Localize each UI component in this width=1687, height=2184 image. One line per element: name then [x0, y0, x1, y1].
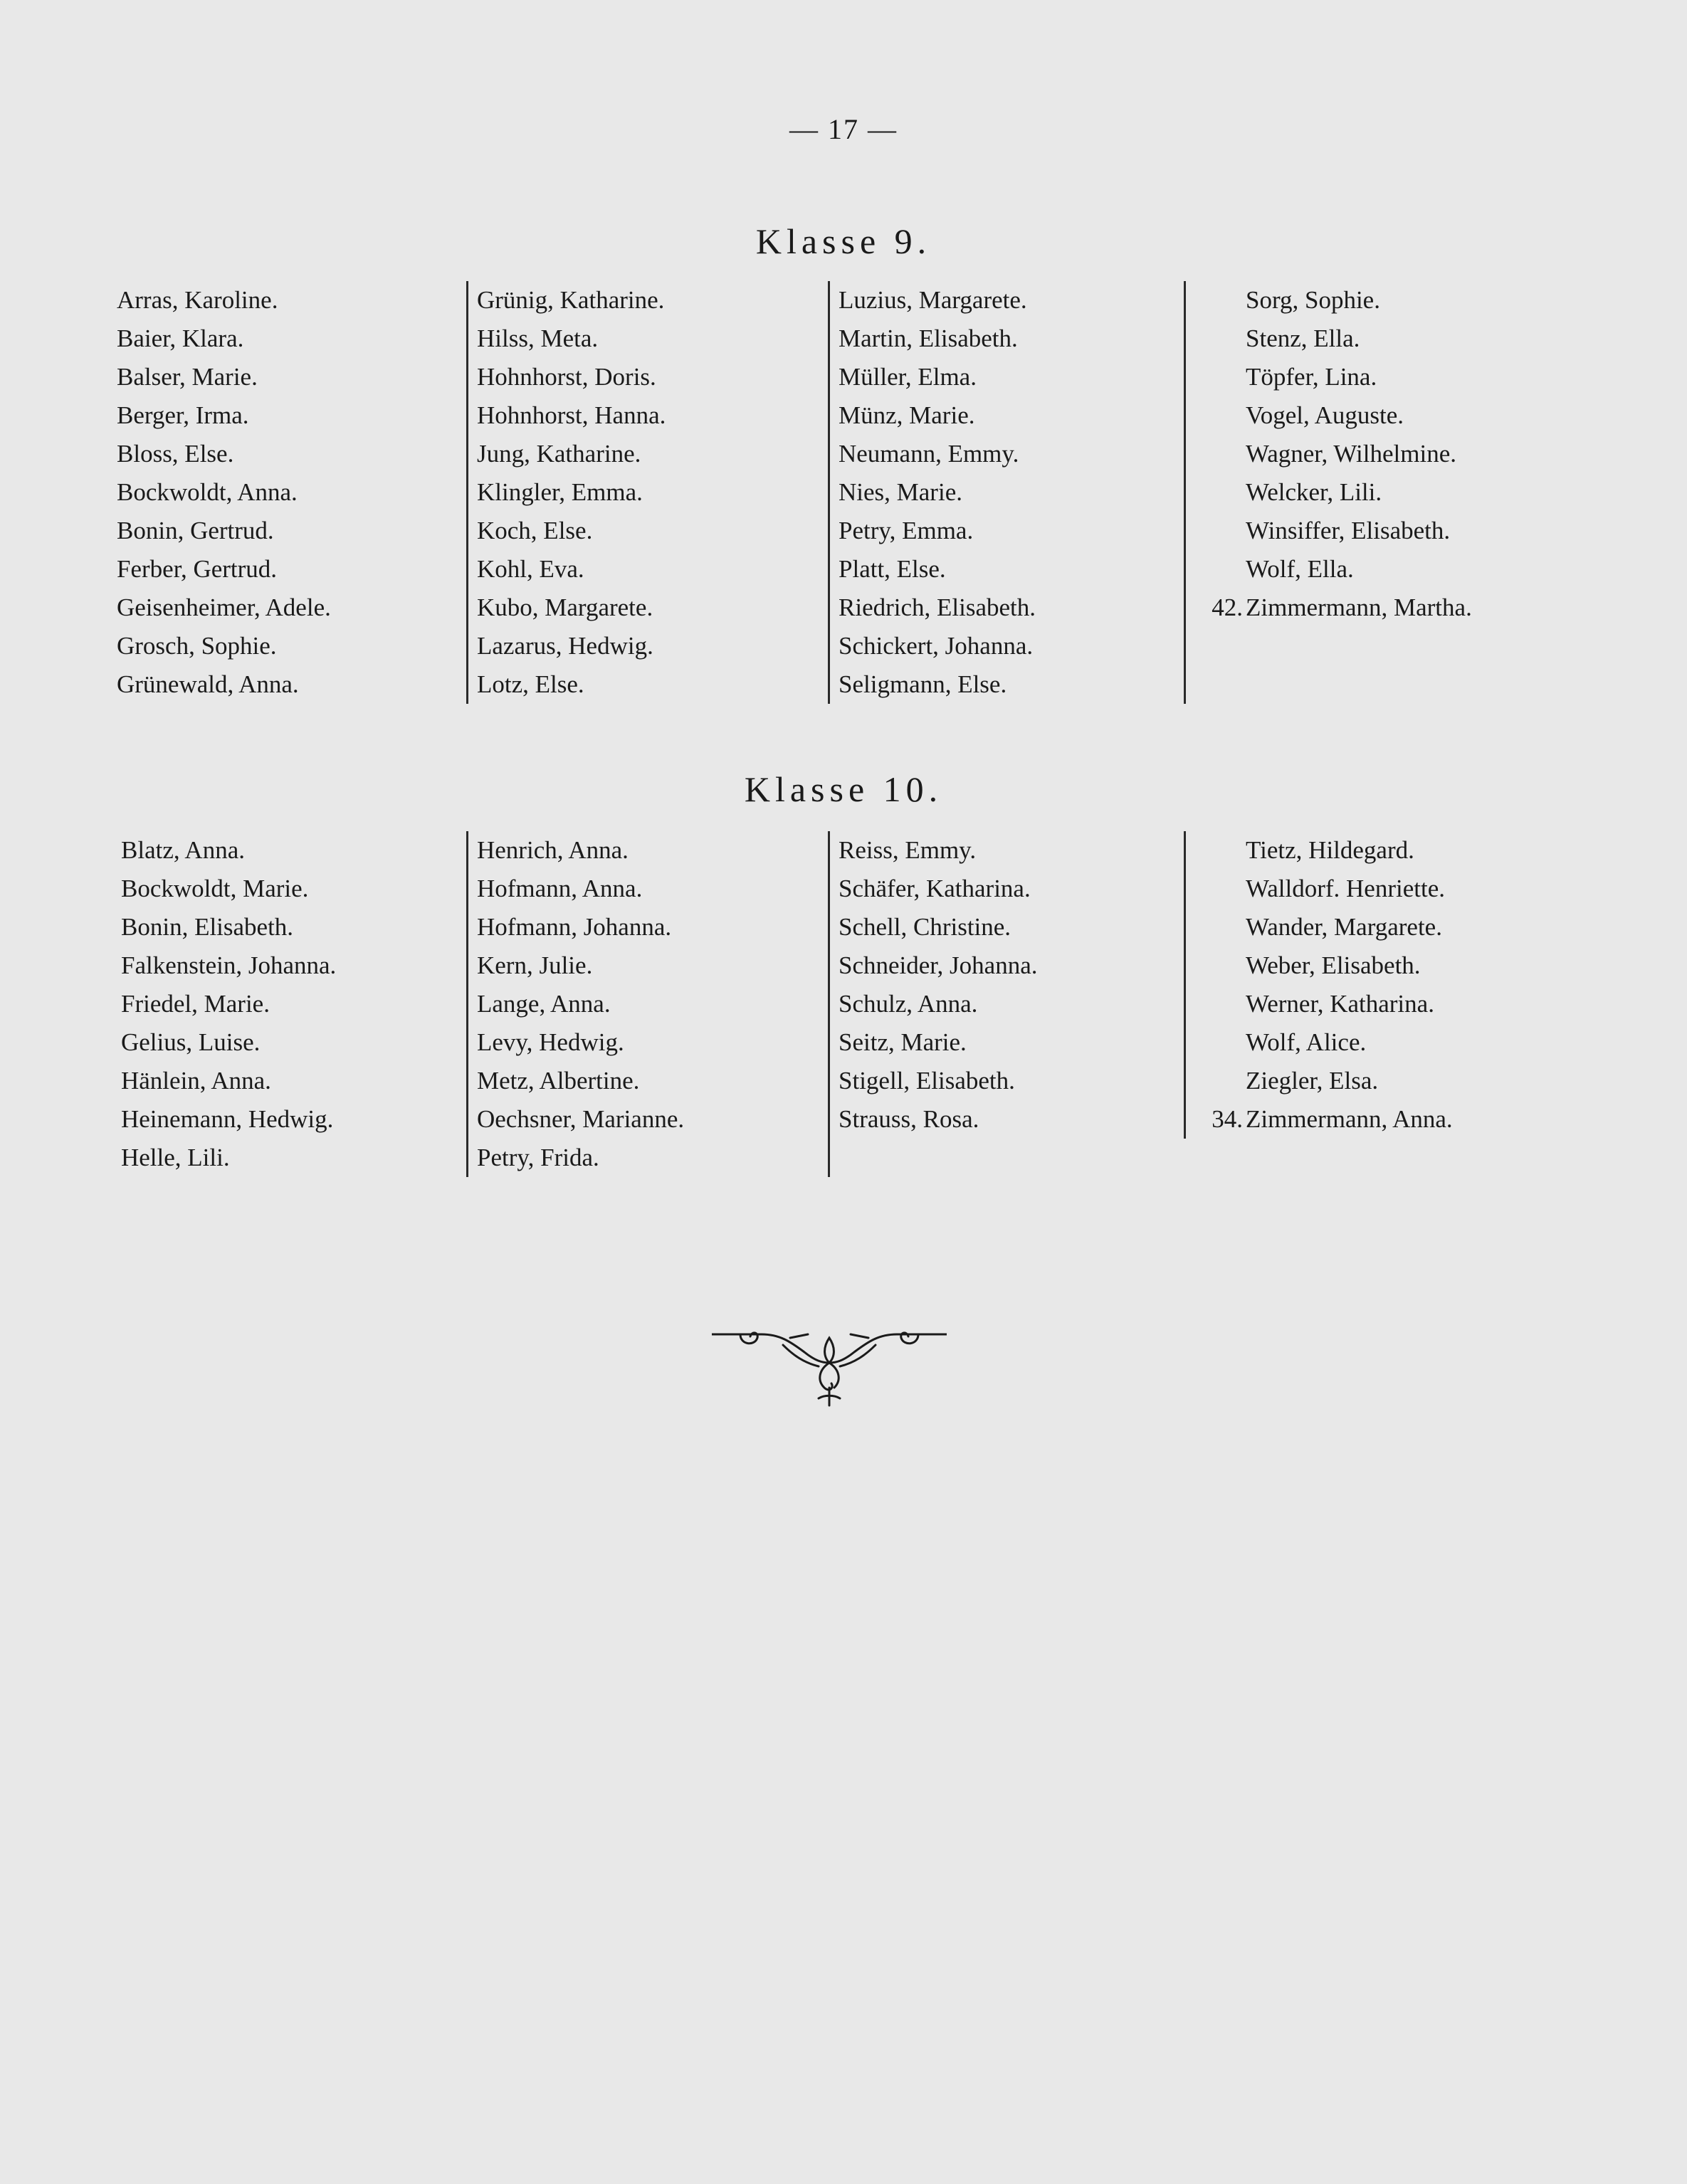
student-name: Ziegler, Elsa. — [1246, 1067, 1379, 1094]
student-name: Klingler, Emma. — [477, 478, 643, 506]
student-name: Ferber, Gertrud. — [117, 555, 278, 583]
student-name: Jung, Katharine. — [477, 440, 641, 468]
student-name: Levy, Hedwig. — [477, 1028, 624, 1056]
student-name: Platt, Else. — [839, 555, 946, 583]
student-name: Friedel, Marie. — [121, 990, 270, 1018]
student-name: Petry, Frida. — [477, 1144, 599, 1171]
student-name: Hohnhorst, Hanna. — [477, 401, 666, 429]
student-name: Stenz, Ella. — [1246, 325, 1360, 352]
student-name: Lange, Anna. — [477, 990, 611, 1018]
student-name: Seligmann, Else. — [839, 670, 1007, 698]
student-name: Hilss, Meta. — [477, 325, 599, 352]
student-name: Walldorf. Henriette. — [1246, 875, 1445, 902]
student-name: Heinemann, Hedwig. — [121, 1105, 334, 1133]
student-name: Kubo, Margarete. — [477, 594, 653, 621]
student-name: Falkenstein, Johanna. — [121, 951, 337, 979]
student-name: Bonin, Elisabeth. — [121, 913, 294, 941]
name-column — [466, 281, 666, 704]
student-name: Martin, Elisabeth. — [839, 325, 1018, 352]
student-name: Schneider, Johanna. — [839, 951, 1038, 979]
student-name: Blatz, Anna. — [121, 836, 245, 864]
student-name: Töpfer, Lina. — [1246, 363, 1377, 391]
student-name: Schell, Christine. — [839, 913, 1011, 941]
list-count: 34. — [1212, 1105, 1243, 1133]
student-name: Balser, Marie. — [117, 363, 258, 391]
student-name: Bockwoldt, Anna. — [117, 478, 298, 506]
section-title-klasse-10: Klasse 10. — [744, 769, 943, 809]
student-name: Werner, Katharina. — [1246, 990, 1434, 1018]
student-name: Henrich, Anna. — [477, 836, 629, 864]
student-name: Bloss, Else. — [117, 440, 234, 468]
student-name: Kern, Julie. — [477, 951, 593, 979]
student-name: Arras, Karoline. — [117, 286, 278, 314]
student-name: Schäfer, Katharina. — [839, 875, 1031, 902]
student-name: Müller, Elma. — [839, 363, 977, 391]
student-name-text: Zimmermann, Martha. — [1246, 594, 1472, 621]
student-name: Winsiffer, Elisabeth. — [1246, 517, 1451, 544]
student-name: Gelius, Luise. — [121, 1028, 261, 1056]
name-column — [828, 831, 1038, 1177]
student-name: Luzius, Margarete. — [839, 286, 1027, 314]
page-number: — 17 — — [789, 113, 898, 145]
student-name — [1212, 589, 1472, 627]
student-name: Grosch, Sophie. — [117, 632, 277, 660]
student-name: Grünewald, Anna. — [117, 670, 299, 698]
student-name: Schickert, Johanna. — [839, 632, 1034, 660]
student-name: Helle, Lili. — [121, 1144, 230, 1171]
list-count: 42. — [1212, 594, 1243, 621]
student-name: Petry, Emma. — [839, 517, 974, 544]
student-name: Wolf, Alice. — [1246, 1028, 1367, 1056]
student-name: Berger, Irma. — [117, 401, 249, 429]
student-name: Hänlein, Anna. — [121, 1067, 271, 1094]
student-name: Lotz, Else. — [477, 670, 584, 698]
student-name: Bockwoldt, Marie. — [121, 875, 309, 902]
student-name: Stigell, Elisabeth. — [839, 1067, 1015, 1094]
student-name-text: Zimmermann, Anna. — [1246, 1105, 1453, 1133]
name-column — [828, 281, 1036, 704]
student-name: Sorg, Sophie. — [1246, 286, 1380, 314]
student-name: Hofmann, Johanna. — [477, 913, 672, 941]
student-name: Weber, Elisabeth. — [1246, 951, 1421, 979]
student-name: Tietz, Hildegard. — [1246, 836, 1414, 864]
student-name: Hohnhorst, Doris. — [477, 363, 656, 391]
student-name: Reiss, Emmy. — [839, 836, 977, 864]
student-name: Strauss, Rosa. — [839, 1105, 979, 1133]
student-name: Grünig, Katharine. — [477, 286, 665, 314]
student-name: Neumann, Emmy. — [839, 440, 1019, 468]
section-title-klasse-9: Klasse 9. — [755, 221, 932, 261]
student-name: Oechsner, Marianne. — [477, 1105, 685, 1133]
student-name: Kohl, Eva. — [477, 555, 584, 583]
student-name: Bonin, Gertrud. — [117, 517, 274, 544]
ornament-flourish-icon — [712, 1324, 947, 1409]
student-name: Wolf, Ella. — [1246, 555, 1354, 583]
student-name: Koch, Else. — [477, 517, 593, 544]
student-name: Vogel, Auguste. — [1246, 401, 1404, 429]
student-name: Wander, Margarete. — [1246, 913, 1442, 941]
name-column — [117, 281, 331, 704]
student-name — [1212, 1100, 1453, 1139]
name-column — [466, 831, 684, 1177]
student-name: Nies, Marie. — [839, 478, 962, 506]
student-name: Riedrich, Elisabeth. — [839, 594, 1036, 621]
student-name: Geisenheimer, Adele. — [117, 594, 331, 621]
student-name: Schulz, Anna. — [839, 990, 978, 1018]
student-name: Welcker, Lili. — [1246, 478, 1382, 506]
student-name: Metz, Albertine. — [477, 1067, 640, 1094]
student-name: Seitz, Marie. — [839, 1028, 967, 1056]
name-column — [121, 831, 336, 1177]
student-name: Lazarus, Hedwig. — [477, 632, 653, 660]
name-column — [1184, 281, 1472, 704]
name-column — [1184, 831, 1453, 1139]
student-name: Münz, Marie. — [839, 401, 975, 429]
student-name: Baier, Klara. — [117, 325, 244, 352]
student-name: Wagner, Wilhelmine. — [1246, 440, 1456, 468]
student-name: Hofmann, Anna. — [477, 875, 643, 902]
